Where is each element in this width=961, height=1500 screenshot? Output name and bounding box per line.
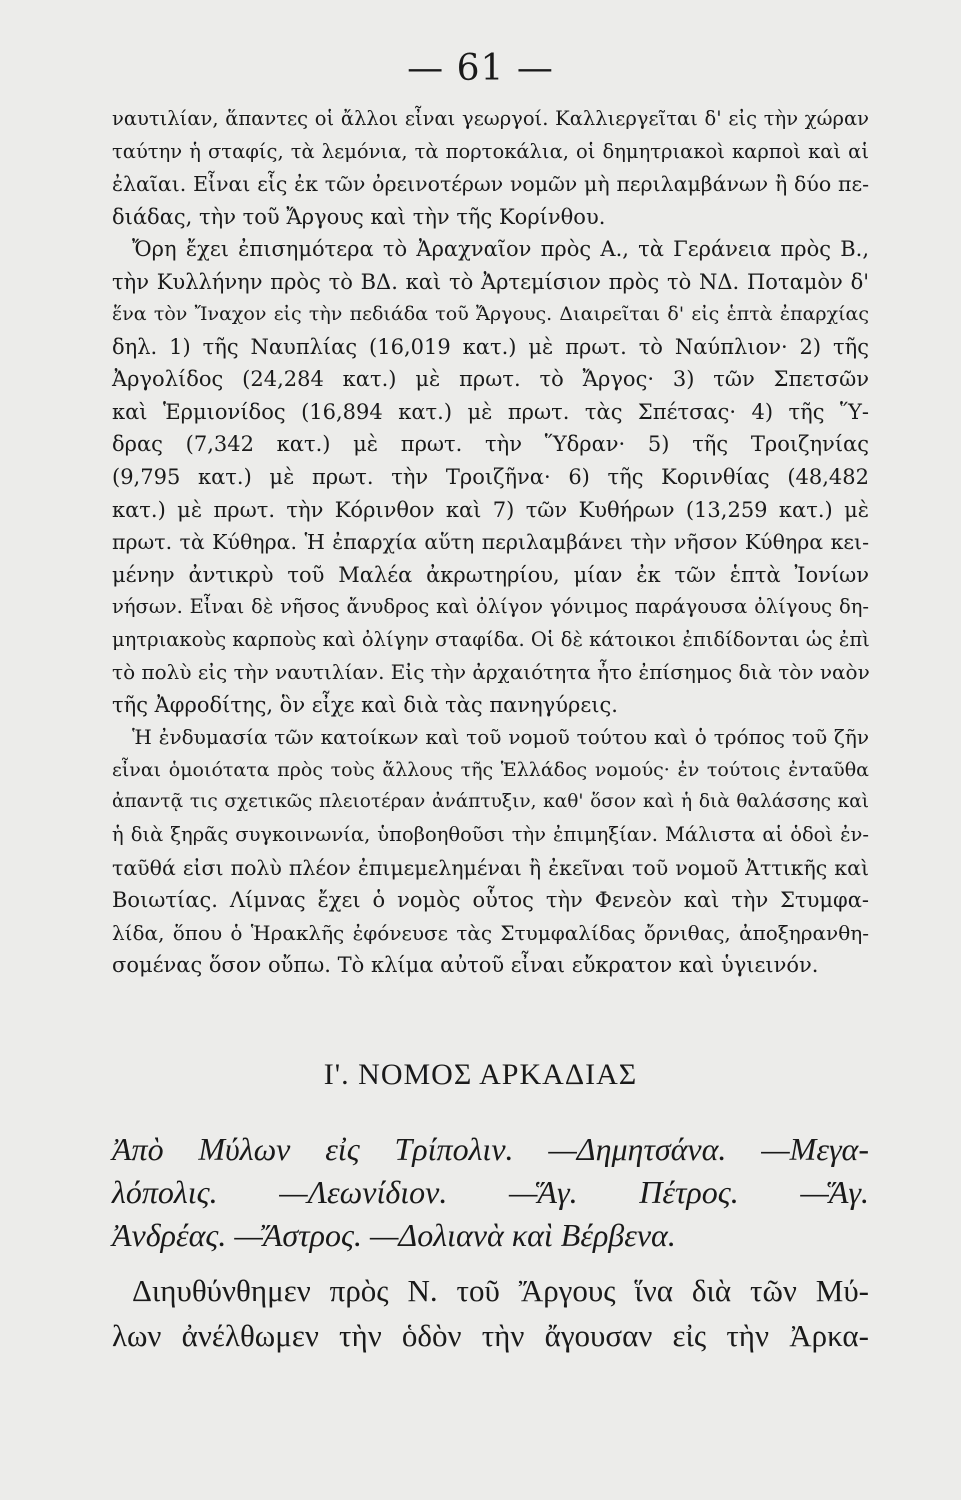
text-line: ταύτην ἡ σταφίς, τὰ λεμόνια, τὰ πορτοκάλια, οἱ δημητριακοὶ καρποὶ καὶ αἱ [112,139,869,163]
opening-paragraph [112,1268,869,1358]
text-line: Βοιωτίας. Λίμνας ἔχει ὁ νομὸς οὗτος τὴν Φενεὸν καὶ τὴν Στυμφα- [112,888,869,913]
text-line: Διηυθύνθημεν πρὸς Ν. τοῦ Ἄργους ἵνα διὰ τῶν Μύ- [132,1273,869,1308]
route-line: Ἀπὸ Μύλων εἰς Τρίπολιν. —Δημητσάνα. —Μεγα- [112,1131,869,1167]
text-line: μένην ἀντικρὺ τοῦ Μαλέα ἀκρωτηρίου, μίαν ἐκ τῶν ἑπτὰ Ἰονίων [112,562,869,587]
text-line: Ὄρη ἔχει ἐπισημότερα τὸ Ἀραχναῖον πρὸς Α., τὰ Γεράνεια πρὸς Β., [132,237,869,262]
text-line: διάδας, τὴν τοῦ Ἄργους καὶ τὴν τῆς Κορίνθου. [112,204,606,229]
section-heading: Ι'. ΝΟΜΟΣ ΑΡΚΑΔΙΑΣ [323,1058,638,1091]
text-line: κατ.) μὲ πρωτ. τὴν Κόρινθον καὶ 7) τῶν Κυθήρων (13,259 κατ.) μὲ [112,497,869,522]
page-number: — 61 — [407,48,554,89]
text-line: εἶναι ὁμοιότατα πρὸς τοὺς ἄλλους τῆς Ἑλλάδος νομούς· ἐν τούτοις ἐνταῦθα [112,758,869,781]
route-line: Ἀνδρέας. —Ἄστρος. —Δολιανὰ καὶ Βέρβενα. [112,1217,676,1253]
text-line: δηλ. 1) τῆς Ναυπλίας (16,019 κατ.) μὲ πρωτ. τὸ Ναύπλιον· 2) τῆς [112,334,869,359]
text-line: Ἀργολίδος (24,284 κατ.) μὲ πρωτ. τὸ Ἄργος· 3) τῶν Σπετσῶν [112,367,869,392]
text-line: λων ἀνέλθωμεν τὴν ὁδὸν τὴν ἄγουσαν εἰς τὴν Ἀρκα- [112,1318,869,1353]
text-line: πρωτ. τὰ Κύθηρα. Ἡ ἐπαρχία αὕτη περιλαμβάνει τὴν νῆσον Κύθηρα κει- [112,530,869,555]
text-line: μητριακοὺς καρποὺς καὶ ὀλίγην σταφίδα. Οἱ δὲ κάτοικοι ἐπιδίδονται ὡς ἐπὶ [112,627,870,651]
text-line: τὴν Κυλλήνην πρὸς τὸ ΒΔ. καὶ τὸ Ἀρτεμίσιον πρὸς τὸ ΝΔ. Ποταμὸν δ' [112,269,869,294]
text-line: ἐλαῖαι. Εἶναι εἷς ἐκ τῶν ὀρεινοτέρων νομῶν μὴ περιλαμβάνων ἢ δύο πε- [112,172,869,197]
text-line: ἕνα τὸν Ἴναχον εἰς τὴν πεδιάδα τοῦ Ἄργους. Διαιρεῖται δ' εἰς ἑπτὰ ἐπαρχίας [112,303,869,326]
route-line: λόπολις. —Λεωνίδιον. —Ἅγ. Πέτρος. —Ἅγ. [112,1174,869,1210]
text-line: ἡ διὰ ξηρᾶς συγκοινωνία, ὑποβοηθοῦσι τὴν ἐπιμηξίαν. Μάλιστα αἱ ὁδοὶ ἐν- [112,823,869,847]
text-line: δρας (7,342 κατ.) μὲ πρωτ. τὴν Ὕδραν· 5) τῆς Τροιζηνίας [112,432,869,457]
text-line: τὸ πολὺ εἰς τὴν ναυτιλίαν. Εἰς τὴν ἀρχαιότητα ἦτο ἐπίσημος διὰ τὸν ναὸν [112,660,870,685]
text-line: (9,795 κατ.) μὲ πρωτ. τὴν Τροιζῆνα· 6) τῆς Κορινθίας (48,482 [112,465,869,490]
text-line: σομένας ὅσον οὔπω. Τὸ κλίμα αὐτοῦ εἶναι εὔκρατον καὶ ὑγιεινόν. [112,953,819,978]
text-line: Ἡ ἐνδυμασία τῶν κατοίκων καὶ τοῦ νομοῦ τούτου καὶ ὁ τρόπος τοῦ ζῆν [132,725,869,750]
text-line: ταῦθά εἰσι πολὺ πλέον ἐπιμεμελημέναι ἢ ἐκεῖναι τοῦ νομοῦ Ἀττικῆς καὶ [112,855,869,880]
text-line: καὶ Ἑρμιονίδος (16,894 κατ.) μὲ πρωτ. τὰς Σπέτσας· 4) τῆς Ὕ- [112,399,869,424]
text-line: ναυτιλίαν, ἅπαντες οἱ ἄλλοι εἶναι γεωργοί. Καλλιεργεῖται δ' εἰς τὴν χώραν [112,107,869,130]
text-line: ἀπαντᾷ τις σχετικῶς πλειοτέραν ἀνάπτυξιν, καθ' ὅσον καὶ ἡ διὰ θαλάσσης καὶ [112,791,869,813]
text-line: λίδα, ὅπου ὁ Ἡρακλῆς ἐφόνευσε τὰς Στυμφαλίδας ὄρνιθας, ἀποξηρανθη- [112,920,869,945]
route-summary [112,1128,869,1257]
text-line: νήσων. Εἶναι δὲ νῆσος ἄνυδρος καὶ ὀλίγον γόνιμος παράγουσα ὀλίγους δη- [112,595,869,619]
body-text [112,103,869,982]
text-line: τῆς Ἀφροδίτης, ὃν εἶχε καὶ διὰ τὰς πανηγύρεις. [112,692,618,717]
